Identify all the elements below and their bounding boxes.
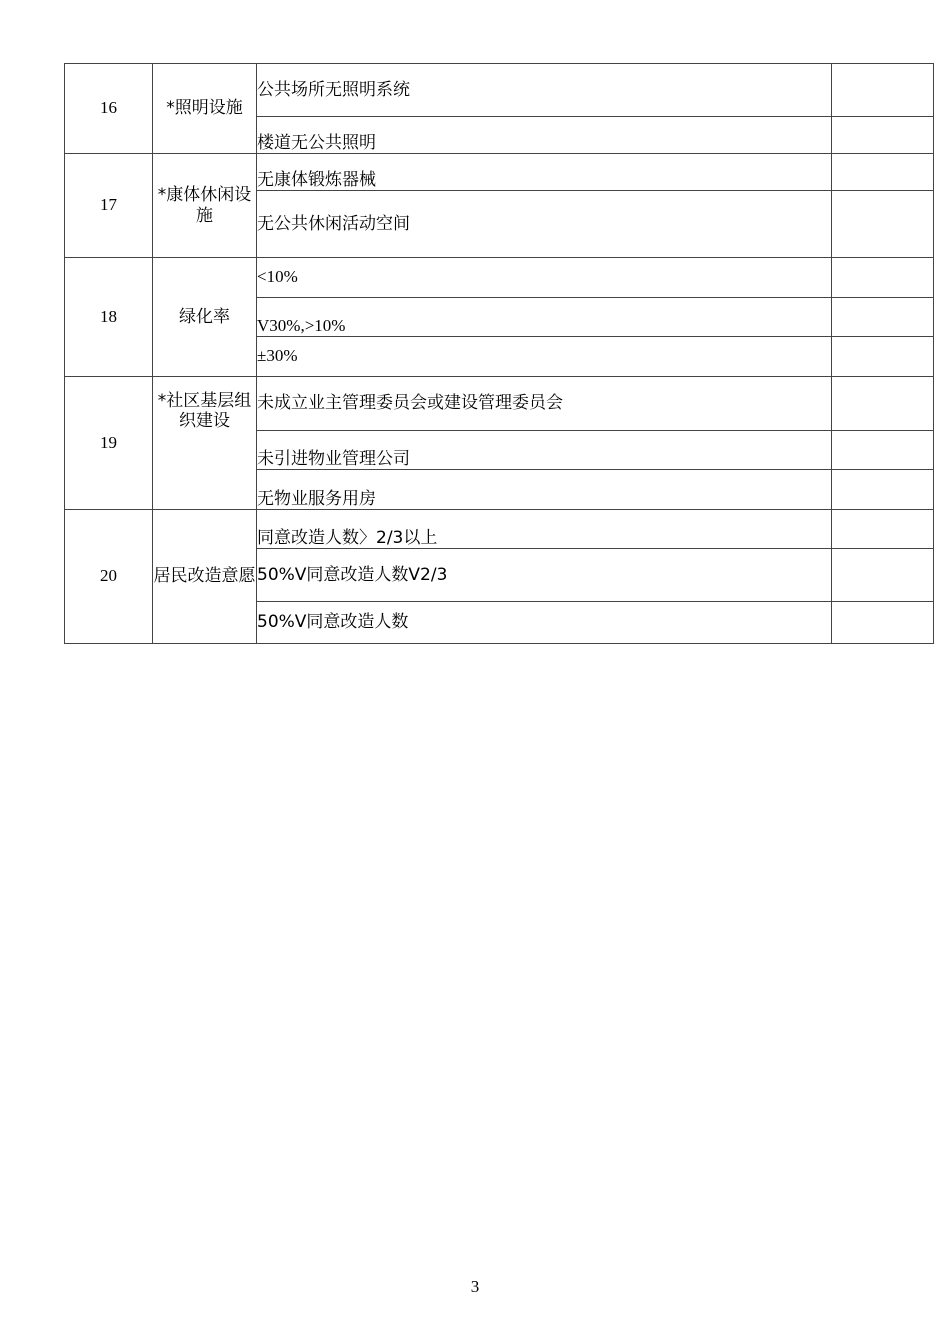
item-number: 16 xyxy=(65,64,153,154)
condition-cell: 未成立业主管理委员会或建设管理委员会 xyxy=(257,377,832,431)
condition-cell: ±30% xyxy=(257,337,832,377)
score-cell xyxy=(832,117,934,154)
condition-cell: 公共场所无照明系统 xyxy=(257,64,832,117)
condition-cell: 同意改造人数〉2/3以上 xyxy=(257,510,832,549)
score-cell xyxy=(832,298,934,337)
table-row xyxy=(65,510,934,549)
item-number: 19 xyxy=(65,377,153,510)
condition-cell: 无公共休闲活动空间 xyxy=(257,191,832,258)
condition-cell: 50%V同意改造人数V2/3 xyxy=(257,549,832,602)
item-category: 绿化率 xyxy=(153,258,257,377)
condition-cell: 楼道无公共照明 xyxy=(257,117,832,154)
condition-cell: 无物业服务用房 xyxy=(257,470,832,510)
score-cell xyxy=(832,510,934,549)
item-number: 18 xyxy=(65,258,153,377)
page-number: 3 xyxy=(470,1277,480,1296)
score-cell xyxy=(832,154,934,191)
condition-cell: 未引进物业管理公司 xyxy=(257,431,832,470)
item-category: *照明设施 xyxy=(153,64,257,154)
score-cell xyxy=(832,258,934,298)
score-cell xyxy=(832,377,934,431)
table-row xyxy=(65,154,934,191)
item-number: 17 xyxy=(65,154,153,258)
table-row xyxy=(65,377,934,431)
item-category: *社区基层组织建设 xyxy=(153,377,257,510)
score-cell xyxy=(832,431,934,470)
condition-cell: 50%V同意改造人数 xyxy=(257,602,832,644)
item-number: 20 xyxy=(65,510,153,644)
item-category: 居民改造意愿 xyxy=(153,510,257,644)
table-row xyxy=(65,258,934,298)
score-cell xyxy=(832,191,934,258)
score-cell xyxy=(832,470,934,510)
score-cell xyxy=(832,549,934,602)
condition-cell: 无康体锻炼器械 xyxy=(257,154,832,191)
score-cell xyxy=(832,337,934,377)
score-cell xyxy=(832,64,934,117)
item-category: *康体休闲设施 xyxy=(153,154,257,258)
indicator-table xyxy=(64,63,934,644)
condition-cell: V30%,>10% xyxy=(257,298,832,337)
condition-cell: <10% xyxy=(257,258,832,298)
score-cell xyxy=(832,602,934,644)
table-row xyxy=(65,64,934,117)
